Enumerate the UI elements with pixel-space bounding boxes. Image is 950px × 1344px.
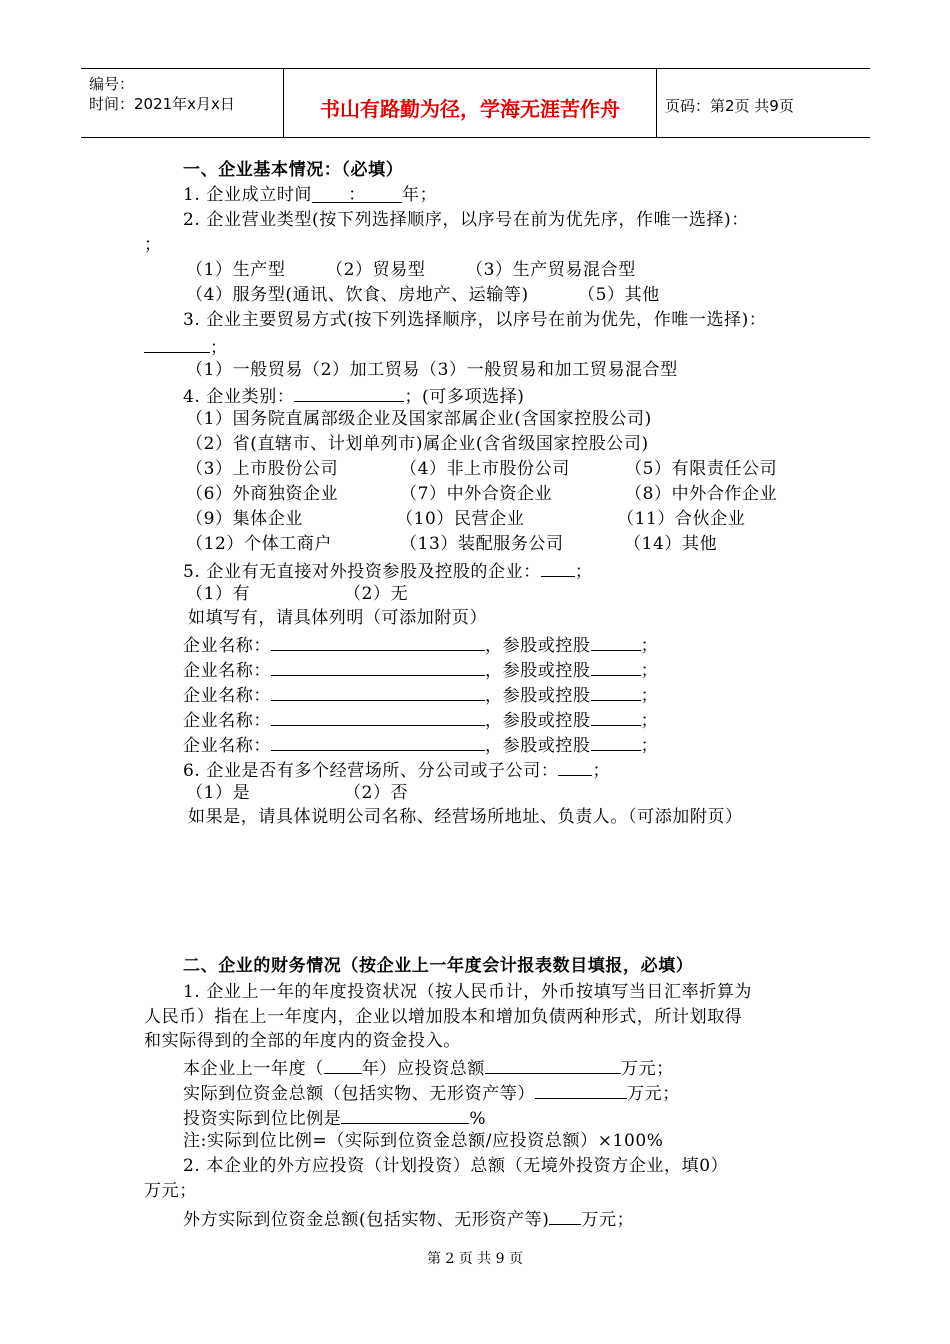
actual-amount-fill[interactable] bbox=[535, 1081, 627, 1099]
p2-line-1: 2. 本企业的外方应投资（计划投资）总额（无境外投资方企业，填0） bbox=[183, 1156, 729, 1176]
q6-note: 如果是，请具体说明公司名称、经营场所地址、负责人。（可添加附页） bbox=[188, 807, 743, 827]
q4-option-5: （5）有限责任公司 bbox=[625, 459, 778, 479]
q4-option-1: （1）国务院直属部级企业及国家部属企业(含国家控股公司) bbox=[186, 409, 652, 429]
motto: 书山有路勤为径，学海无涯苦作舟 bbox=[320, 97, 620, 121]
row-end: ； bbox=[640, 711, 659, 731]
q4-option-14: （14）其他 bbox=[624, 534, 718, 554]
q2-option-5: （5）其他 bbox=[578, 285, 660, 305]
q2-continuation: ； bbox=[144, 235, 162, 255]
header-left-cell bbox=[81, 69, 284, 137]
ratio-unit: % bbox=[469, 1109, 487, 1129]
stake-fill[interactable] bbox=[591, 733, 641, 751]
q5-note: 如填写有，请具体列明（可添加附页） bbox=[188, 608, 488, 628]
q2-option-4: （4）服务型(通讯、饮食、房地产、运输等) bbox=[186, 285, 529, 305]
enterprise-name-fill[interactable] bbox=[271, 658, 485, 676]
foreign-actual-line bbox=[183, 1207, 634, 1230]
q5-label: 5. 企业有无直接对外投资参股及控股的企业： bbox=[183, 562, 541, 582]
stake-label: ，参股或控股 bbox=[485, 686, 591, 706]
actual-funds-line bbox=[183, 1081, 680, 1104]
q4-option-13: （13）装配服务公司 bbox=[400, 534, 564, 554]
section2-title: 二、企业的财务情况（按企业上一年度会计报表数目填报，必填） bbox=[183, 956, 694, 976]
q6-option-1: （1）是 bbox=[186, 783, 251, 803]
ratio-line bbox=[183, 1106, 486, 1129]
q4-option-4: （4）非上市股份公司 bbox=[400, 459, 570, 479]
enterprise-label: 企业名称： bbox=[183, 661, 271, 681]
q6-option-2: （2）否 bbox=[344, 783, 409, 803]
q5-option-1: （1）有 bbox=[186, 584, 251, 604]
enterprise-name-fill[interactable] bbox=[271, 733, 485, 751]
stake-label: ，参股或控股 bbox=[485, 661, 591, 681]
enterprise-row bbox=[183, 683, 658, 706]
row-end: ； bbox=[640, 661, 659, 681]
q5-line bbox=[183, 559, 592, 582]
row-end: ； bbox=[640, 686, 659, 706]
q4-option-8: （8）中外合作企业 bbox=[625, 484, 778, 504]
q1-line bbox=[183, 185, 437, 205]
enterprise-label: 企业名称： bbox=[183, 636, 271, 656]
header-right-cell bbox=[657, 69, 870, 137]
q2-option-3: （3）生产贸易混合型 bbox=[466, 260, 636, 280]
q3-fill[interactable] bbox=[144, 335, 210, 353]
p2-line-2: 万元； bbox=[144, 1181, 197, 1201]
q1-suffix: 年； bbox=[402, 185, 438, 205]
enterprise-label: 企业名称： bbox=[183, 686, 271, 706]
q4-option-11: （11）合伙企业 bbox=[617, 509, 746, 529]
number-label: 编号： bbox=[89, 75, 135, 93]
enterprise-row bbox=[183, 733, 658, 756]
stake-label: ，参股或控股 bbox=[485, 636, 591, 656]
planned-label: 本企业上一年度（ bbox=[183, 1059, 324, 1079]
page-indicator: 页码：第2页 共9页 bbox=[665, 97, 794, 115]
q4-option-10: （10）民营企业 bbox=[396, 509, 525, 529]
ratio-label: 投资实际到位比例是 bbox=[183, 1109, 342, 1129]
foreign-actual-unit: 万元； bbox=[581, 1210, 635, 1230]
p1-line-1: 1. 企业上一年的年度投资状况（按人民币计，外币按填写当日汇率折算为 bbox=[183, 982, 753, 1002]
enterprise-label: 企业名称： bbox=[183, 711, 271, 731]
q2-option-1: （1）生产型 bbox=[186, 260, 286, 280]
q2-option-2: （2）贸易型 bbox=[326, 260, 426, 280]
stake-fill[interactable] bbox=[591, 708, 641, 726]
p1-line-2: 人民币）指在上一年度内，企业以增加股本和增加负债两种形式，所计划取得 bbox=[144, 1007, 743, 1027]
q6-line bbox=[183, 758, 610, 781]
q4-option-7: （7）中外合资企业 bbox=[400, 484, 553, 504]
row-end: ； bbox=[640, 636, 659, 656]
page-footer: 第 2 页 共 9 页 bbox=[426, 1251, 524, 1267]
page-header bbox=[81, 68, 870, 138]
planned-mid: 年）应投资总额 bbox=[361, 1059, 486, 1079]
actual-label: 实际到位资金总额（包括实物、无形资产等） bbox=[183, 1084, 535, 1104]
q3-continuation bbox=[144, 335, 228, 358]
stake-label: ，参股或控股 bbox=[485, 736, 591, 756]
enterprise-name-fill[interactable] bbox=[271, 708, 485, 726]
enterprise-row bbox=[183, 633, 658, 656]
q5-fill[interactable] bbox=[541, 559, 575, 577]
foreign-actual-label: 外方实际到位资金总额(包括实物、无形资产等) bbox=[183, 1210, 550, 1230]
enterprise-row bbox=[183, 658, 658, 681]
q4-suffix: ；(可多项选择) bbox=[404, 387, 525, 407]
q5-suffix: ； bbox=[574, 562, 593, 582]
date-line: 时间：2021年x月x日 bbox=[89, 95, 235, 113]
q6-label: 6. 企业是否有多个经营场所、分公司或子公司： bbox=[183, 761, 559, 781]
q1-fill[interactable]: ： bbox=[312, 185, 402, 203]
q5-option-2: （2）无 bbox=[344, 584, 409, 604]
planned-unit: 万元； bbox=[621, 1059, 674, 1079]
q1-label: 1. 企业成立时间 bbox=[183, 185, 313, 205]
stake-fill[interactable] bbox=[591, 658, 641, 676]
q4-option-9: （9）集体企业 bbox=[186, 509, 304, 529]
q6-suffix: ； bbox=[592, 761, 611, 781]
row-end: ； bbox=[640, 736, 659, 756]
enterprise-name-fill[interactable] bbox=[271, 683, 485, 701]
ratio-note: 注:实际到位比例=（实际到位资金总额/应投资总额）×100% bbox=[183, 1131, 664, 1151]
q2-line: 2. 企业营业类型(按下列选择顺序，以序号在前为优先序，作唯一选择)： bbox=[183, 210, 749, 230]
stake-fill[interactable] bbox=[591, 683, 641, 701]
q3-suffix: ； bbox=[210, 338, 228, 358]
actual-unit: 万元； bbox=[627, 1084, 680, 1104]
planned-amount-fill[interactable] bbox=[485, 1056, 621, 1074]
q4-option-3: （3）上市股份公司 bbox=[186, 459, 339, 479]
q4-option-12: （12）个体工商户 bbox=[186, 534, 333, 554]
enterprise-name-fill[interactable] bbox=[271, 633, 485, 651]
planned-investment-line bbox=[183, 1056, 674, 1079]
q4-fill[interactable] bbox=[294, 384, 404, 402]
section1-title: 一、企业基本情况：（必填） bbox=[183, 160, 404, 180]
header-center-cell bbox=[284, 69, 657, 137]
q4-label: 4. 企业类别： bbox=[183, 387, 295, 407]
stake-label: ，参股或控股 bbox=[485, 711, 591, 731]
enterprise-row bbox=[183, 708, 658, 731]
q4-option-6: （6）外商独资企业 bbox=[186, 484, 339, 504]
q6-fill[interactable] bbox=[558, 758, 592, 776]
p1-line-3: 和实际得到的全部的年度内的资金投入。 bbox=[144, 1031, 461, 1051]
q3-line: 3. 企业主要贸易方式(按下列选择顺序，以序号在前为优先，作唯一选择)： bbox=[183, 310, 767, 330]
year-fill[interactable] bbox=[324, 1056, 362, 1074]
ratio-fill[interactable] bbox=[341, 1106, 469, 1124]
q4-line bbox=[183, 384, 525, 407]
q4-option-2: （2）省(直辖市、计划单列市)属企业(含省级国家控股公司) bbox=[186, 434, 649, 454]
foreign-actual-fill[interactable] bbox=[549, 1207, 581, 1225]
stake-fill[interactable] bbox=[591, 633, 641, 651]
enterprise-label: 企业名称： bbox=[183, 736, 271, 756]
q3-options: （1）一般贸易（2）加工贸易（3）一般贸易和加工贸易混合型 bbox=[186, 360, 678, 380]
